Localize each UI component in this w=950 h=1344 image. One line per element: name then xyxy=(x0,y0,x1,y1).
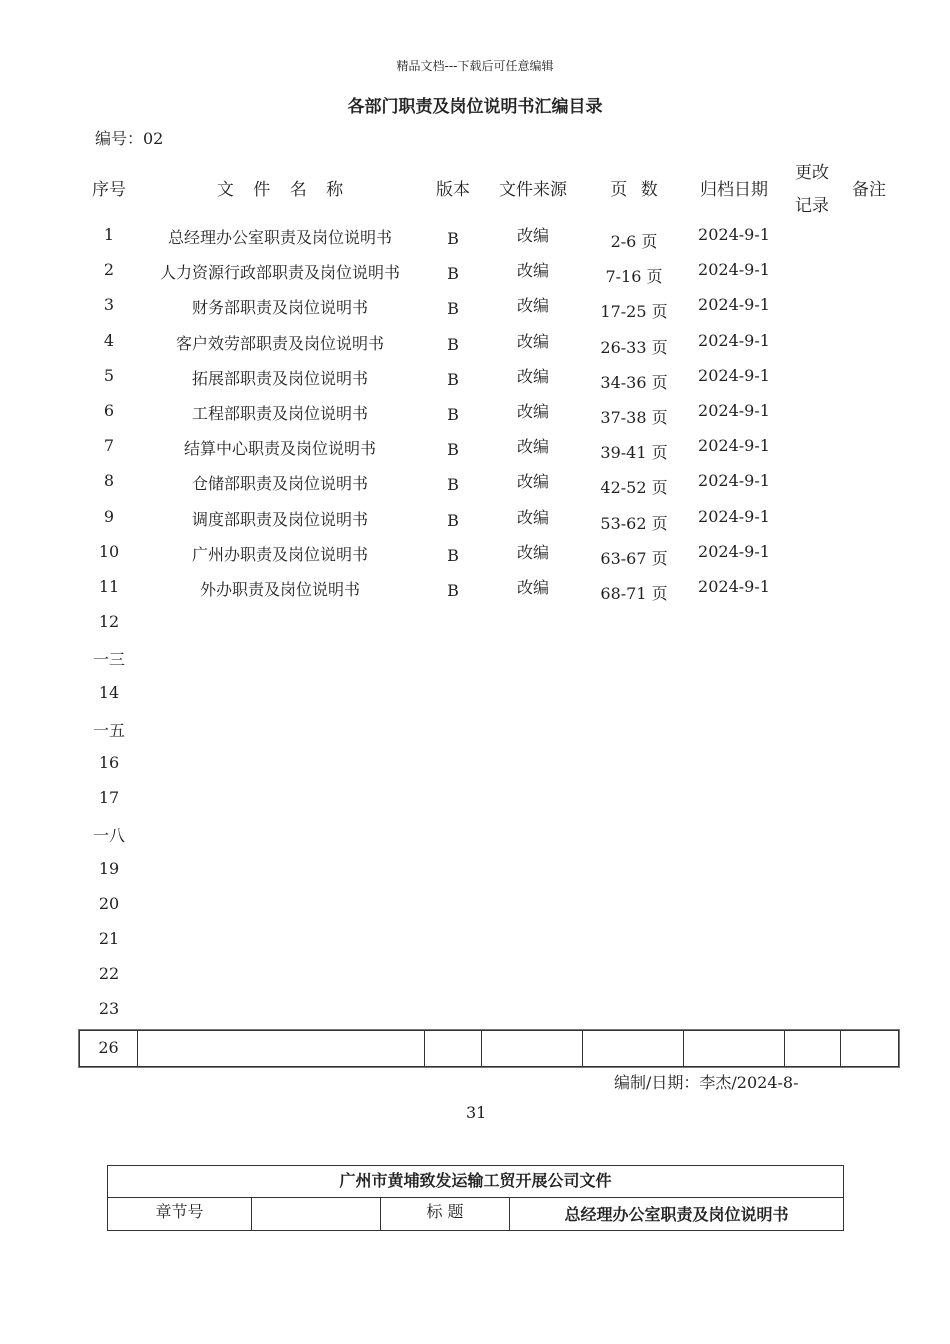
cell-source: 改编 xyxy=(516,542,549,562)
last-row-change-cell xyxy=(785,1031,841,1066)
empty-row-seq: 21 xyxy=(98,929,120,948)
empty-row-seq: 19 xyxy=(98,858,120,878)
cell-name: 财务部职责及岗位说明书 xyxy=(191,298,368,318)
cell-pages: 42-52 页 xyxy=(600,478,668,498)
cell-source: 改编 xyxy=(516,296,549,316)
cell-date: 2024-9-1 xyxy=(698,541,770,561)
cell-name: 客户效劳部职责及岗位说明书 xyxy=(175,333,384,353)
cell-seq: 8 xyxy=(103,471,115,491)
cell-pages: 34-36 页 xyxy=(600,372,668,392)
section-label: 章节号 xyxy=(108,1198,252,1230)
empty-row-seq: 22 xyxy=(98,964,120,984)
cell-pages: 2-6 页 xyxy=(610,232,658,251)
header-note: 精品文档---下载后可任意编辑 xyxy=(396,59,554,73)
cell-date: 2024-9-1 xyxy=(698,295,770,315)
empty-row-seq: 一五 xyxy=(92,720,125,740)
cell-date: 2024-9-1 xyxy=(698,506,770,526)
cell-name: 结算中心职责及岗位说明书 xyxy=(183,439,376,459)
cell-source: 改编 xyxy=(516,437,549,457)
section-value xyxy=(252,1198,381,1230)
cell-source: 改编 xyxy=(516,261,549,281)
empty-row-seq: 17 xyxy=(98,788,120,808)
cell-name: 仓储部职责及岗位说明书 xyxy=(191,474,368,494)
cell-version: B xyxy=(447,581,459,600)
cell-source: 改编 xyxy=(516,226,549,245)
cell-date: 2024-9-1 xyxy=(698,436,770,456)
empty-row-seq: 23 xyxy=(98,999,120,1019)
cell-version: B xyxy=(447,369,459,389)
cell-name: 人力资源行政部职责及岗位说明书 xyxy=(159,263,400,283)
col-name: 文 件 名 称 xyxy=(216,180,344,200)
col-source: 文件来源 xyxy=(499,180,567,200)
footer-compiled-line2: 31 xyxy=(466,1103,487,1122)
cell-seq: 3 xyxy=(103,295,115,315)
last-row-version-cell xyxy=(425,1031,482,1066)
cell-version: B xyxy=(447,440,459,460)
cell-date: 2024-9-1 xyxy=(698,365,770,385)
cell-date: 2024-9-1 xyxy=(698,577,770,596)
footer-compiled-line1: 编制/日期：李杰/2024-8- xyxy=(614,1073,799,1092)
cell-name: 总经理办公室职责及岗位说明书 xyxy=(167,228,392,247)
document-code: 编号：02 xyxy=(95,129,164,148)
cell-version: B xyxy=(447,405,459,424)
cell-date: 2024-9-1 xyxy=(698,401,770,420)
cell-pages: 53-62 页 xyxy=(600,513,668,533)
cell-seq: 7 xyxy=(103,436,115,456)
cell-pages: 63-67 页 xyxy=(600,548,668,568)
col-change-2: 记录 xyxy=(795,196,829,216)
doc-title-value: 总经理办公室职责及岗位说明书 xyxy=(564,1205,789,1224)
cell-source: 改编 xyxy=(516,402,549,421)
empty-row-seq: 一八 xyxy=(92,826,125,846)
company-doc-header-box xyxy=(107,1165,844,1231)
col-version: 版本 xyxy=(436,180,470,200)
empty-row-seq: 20 xyxy=(98,893,120,913)
page-title: 各部门职责及岗位说明书汇编目录 xyxy=(347,97,603,117)
cell-pages: 37-38 页 xyxy=(600,408,668,427)
cell-seq: 4 xyxy=(103,330,115,350)
cell-name: 工程部职责及岗位说明书 xyxy=(191,404,368,423)
last-row-date-cell xyxy=(684,1031,785,1066)
cell-seq: 6 xyxy=(103,401,115,420)
cell-pages: 39-41 页 xyxy=(600,443,668,463)
empty-row-seq: 一三 xyxy=(92,650,125,670)
col-remark: 备注 xyxy=(852,180,886,200)
col-change-1: 更改 xyxy=(795,163,829,183)
cell-date: 2024-9-1 xyxy=(698,330,770,350)
cell-name: 调度部职责及岗位说明书 xyxy=(191,509,368,529)
cell-date: 2024-9-1 xyxy=(698,260,770,280)
company-doc-title: 广州市黄埔致发运输工贸开展公司文件 xyxy=(108,1166,843,1198)
last-row-pages-cell xyxy=(583,1031,684,1066)
cell-source: 改编 xyxy=(516,366,549,386)
cell-seq: 2 xyxy=(103,260,115,280)
cell-pages: 26-33 页 xyxy=(600,337,668,357)
title-label: 标 题 xyxy=(381,1198,510,1230)
cell-pages: 17-25 页 xyxy=(600,302,668,322)
cell-pages: 7-16 页 xyxy=(605,267,663,287)
col-date: 归档日期 xyxy=(700,180,768,200)
table-row-last xyxy=(79,1030,899,1067)
cell-version: B xyxy=(447,475,459,495)
cell-name: 外办职责及岗位说明书 xyxy=(199,580,360,599)
cell-date: 2024-9-1 xyxy=(698,471,770,491)
empty-row-seq: 12 xyxy=(98,612,120,632)
last-row-name-cell xyxy=(138,1031,425,1066)
cell-date: 2024-9-1 xyxy=(698,225,770,244)
cell-version: B xyxy=(447,510,459,530)
cell-pages: 68-71 页 xyxy=(600,584,668,603)
cell-seq: 5 xyxy=(103,365,115,385)
cell-seq: 11 xyxy=(98,577,120,596)
cell-version: B xyxy=(447,545,459,565)
empty-row-seq: 14 xyxy=(98,682,120,702)
cell-name: 拓展部职责及岗位说明书 xyxy=(191,368,368,388)
cell-source: 改编 xyxy=(516,472,549,492)
cell-source: 改编 xyxy=(516,331,549,351)
cell-version: B xyxy=(447,264,459,284)
last-row-source-cell xyxy=(482,1031,583,1066)
cell-seq: 9 xyxy=(103,506,115,526)
cell-version: B xyxy=(447,229,459,248)
cell-seq: 10 xyxy=(98,541,120,561)
cell-version: B xyxy=(447,299,459,319)
cell-source: 改编 xyxy=(516,507,549,527)
col-seq: 序号 xyxy=(92,180,126,200)
col-pages: 页 数 xyxy=(610,180,658,200)
cell-source: 改编 xyxy=(516,578,549,597)
cell-name: 广州办职责及岗位说明书 xyxy=(191,544,368,564)
cell-seq: 1 xyxy=(103,225,115,244)
cell-version: B xyxy=(447,334,459,354)
empty-row-seq: 16 xyxy=(98,753,120,772)
last-row-seq: 26 xyxy=(80,1031,138,1066)
